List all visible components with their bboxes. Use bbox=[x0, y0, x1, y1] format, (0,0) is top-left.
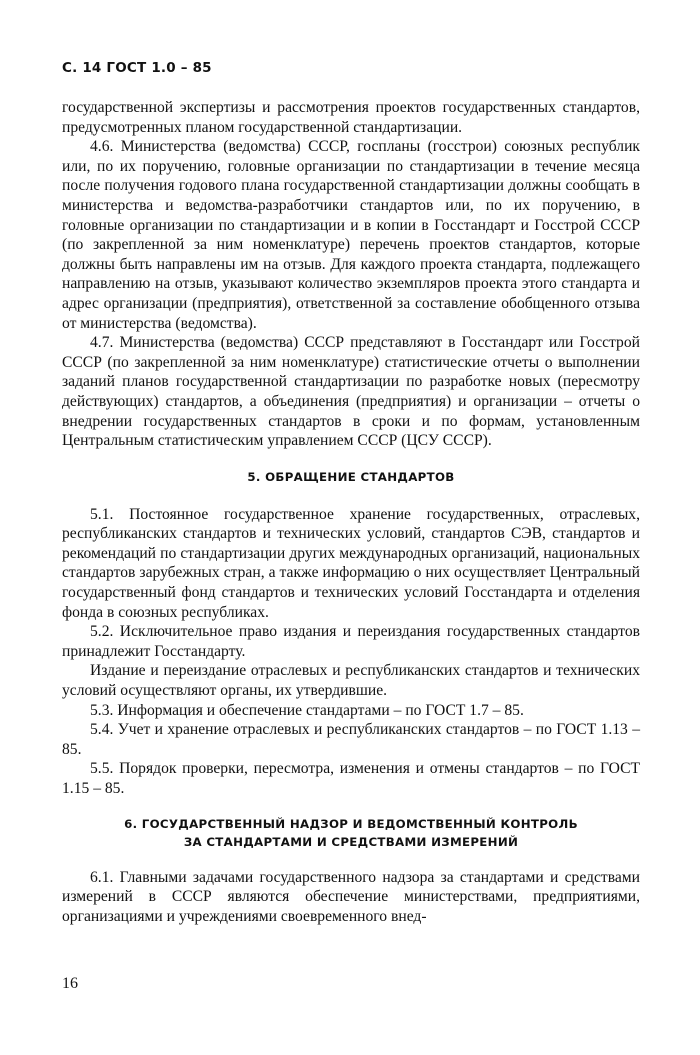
section-5-heading: 5. ОБРАЩЕНИЕ СТАНДАРТОВ bbox=[247, 469, 455, 484]
paragraph-5-4: 5.4. Учет и хранение отраслевых и республиканских стандартов – по ГОСТ 1.13 – 85. bbox=[62, 721, 640, 758]
paragraph-continuation: государственной экспертизы и рассмотрения проектов государственных стандартов, предусмотренных планом государственной стандартизации. bbox=[62, 99, 640, 136]
paragraph-4-6: 4.6. Министерства (ведомства) СССР, госпланы (госстрои) союзных республик или, по их поручению, головные организации по стандартизации в течение месяца после получения годового плана государственной стандартизации должны сообщать в министерства и ведомства-разработчики стандартов или, по их поручению, в головные организации по стандартизации и в копии в Госстандарт и Госстрой СССР (по закрепленной за ним номенклатуре) перечень проектов стандартов, которые должны быть направлены им на отзыв. Для каждого проекта стандарта, подлежащего направлению на отзыв, указывают количество экземпляров проекта этого стандарта и адрес организации (предприятия), ответственной за составление обобщенного отзыва от министерства (ведомства). bbox=[62, 138, 640, 332]
paragraph-6-1: 6.1. Главными задачами государственного надзора за стандартами и средствами измерений в СССР являются обеспечение министерствами, предприятиями, организациями и учреждениями своевременного внед- bbox=[62, 868, 640, 925]
paragraph-5-2: 5.2. Исключительное право издания и переиздания государственных стандартов принадлежит Госстандарту. bbox=[62, 623, 640, 660]
running-header: С. 14 ГОСТ 1.0 – 85 bbox=[62, 60, 212, 76]
paragraph-5-5: 5.5. Порядок проверки, пересмотра, изменения и отмены стандартов – по ГОСТ 1.15 – 85. bbox=[62, 760, 640, 797]
section-6-heading-line-2: ЗА СТАНДАРТАМИ И СРЕДСТВАМИ ИЗМЕРЕНИЙ bbox=[183, 834, 519, 849]
paragraph-5-3: 5.3. Информация и обеспечение стандартами – по ГОСТ 1.7 – 85. bbox=[90, 701, 524, 719]
paragraph-4-7: 4.7. Министерства (ведомства) СССР представляют в Госстандарт или Госстрой СССР (по закрепленной за ним номенклатуре) статистические отчеты о выполнении заданий планов государственной стандартизации по разработке новых (пересмотру действующих) стандартов, а объединения (предприятия) и организации – отчеты о внедрении государственных стандартов в сроки и по формам, установленным Центральным статистическим управлением СССР (ЦСУ СССР). bbox=[62, 334, 640, 450]
section-6-heading-line-1: 6. ГОСУДАРСТВЕННЫЙ НАДЗОР И ВЕДОМСТВЕННЫЙ КОНТРОЛЬ bbox=[124, 816, 578, 831]
page-body bbox=[62, 98, 640, 926]
paragraph-5-2-publishing: Издание и переиздание отраслевых и республиканских стандартов и технических условий осуществляют органы, их утвердившие. bbox=[62, 662, 640, 700]
page-number: 16 bbox=[62, 975, 78, 992]
paragraph-5-1: 5.1. Постоянное государственное хранение государственных, отраслевых, республиканских стандартов и технических условий, стандартов СЭВ, стандартов и рекомендаций по стандартизации других международных организаций, национальных стандартов зарубежных стран, а также информацию о них осуществляет Центральный государственный фонд стандартов и технических условий Госстандарта и отделения фонда в союзных республиках. bbox=[62, 505, 640, 621]
section-6-heading bbox=[62, 815, 640, 851]
